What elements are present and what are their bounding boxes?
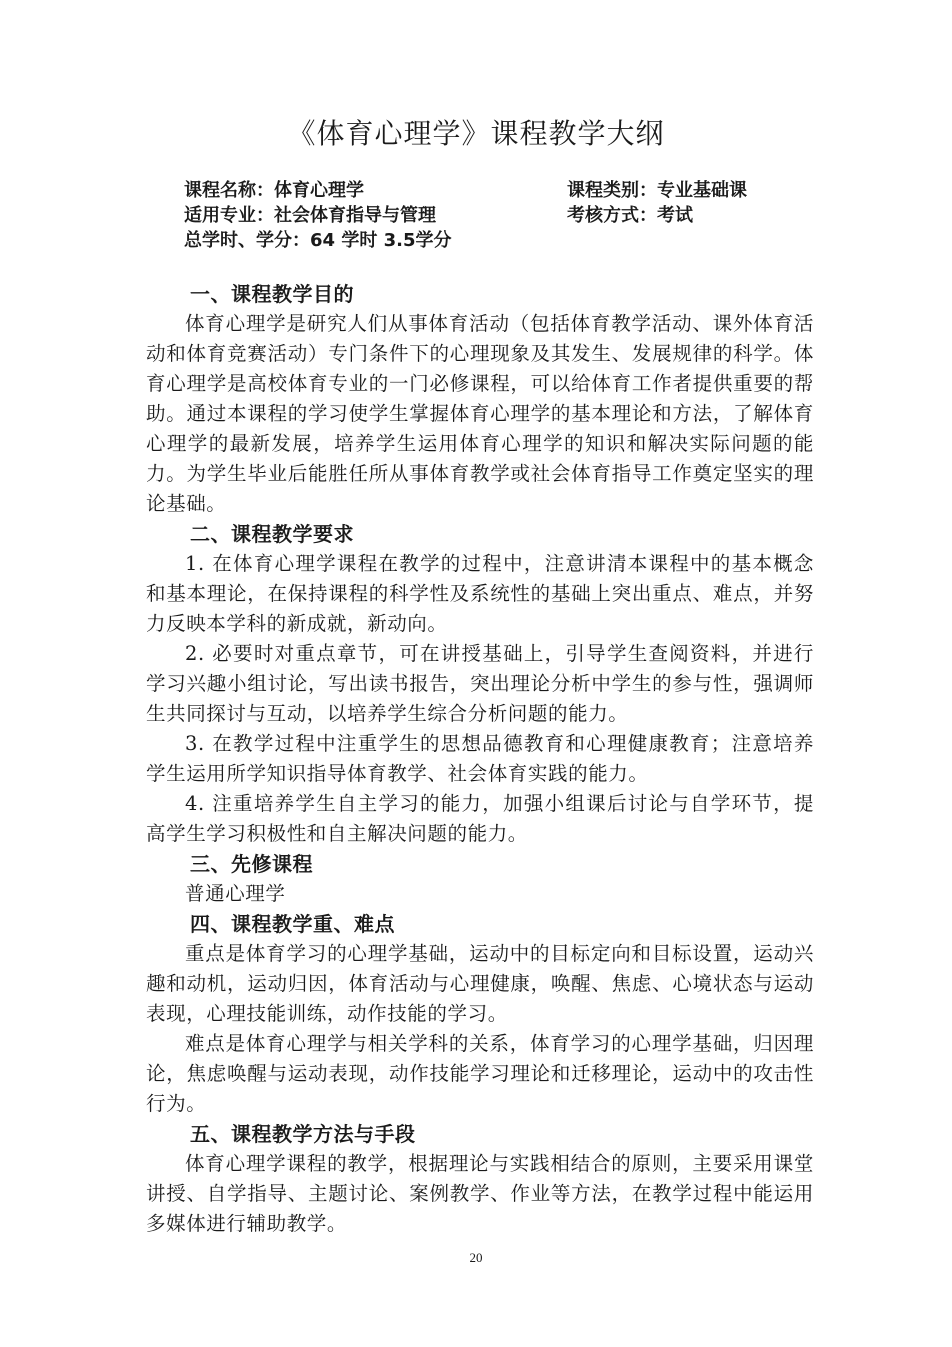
syllabus-body <box>146 279 814 1239</box>
section-paragraph: 体育心理学课程的教学，根据理论与实践相结合的原则，主要采用课堂讲授、自学指导、主题讨论、案例教学、作业等方法，在教学过程中能运用多媒体进行辅助教学。 <box>146 1152 814 1235</box>
section-heading: 二、课程教学要求 <box>190 522 354 546</box>
section-paragraph: 重点是体育学习的心理学基础，运动中的目标定向和目标设置，运动兴趣和动机，运动归因，体育活动与心理健康，唤醒、焦虑、心境状态与运动表现，心理技能训练，动作技能的学习。 <box>146 942 814 1025</box>
section-paragraph: 2. 必要时对重点章节，可在讲授基础上，引导学生查阅资料，并进行学习兴趣小组讨论，写出读书报告，突出理论分析中学生的参与性，强调师生共同探讨与互动，以培养学生综合分析问题的能力。 <box>146 642 814 725</box>
section-paragraph: 普通心理学 <box>185 882 286 905</box>
meta-major: 适用专业：社会体育指导与管理 <box>184 205 436 226</box>
meta-hours-credits: 总学时、学分：64 学时 3.5学分 <box>184 230 452 251</box>
section-paragraph: 1. 在体育心理学课程在教学的过程中，注意讲清本课程中的基本概念和基本理论，在保持课程的科学性及系统性的基础上突出重点、难点，并努力反映本学科的新成就，新动向。 <box>146 552 814 635</box>
section-paragraph: 4. 注重培养学生自主学习的能力，加强小组课后讨论与自学环节，提高学生学习积极性和自主解决问题的能力。 <box>146 792 814 845</box>
section-heading: 三、先修课程 <box>190 852 313 876</box>
page-title: 《体育心理学》课程教学大纲 <box>287 117 665 150</box>
meta-course-name: 课程名称：体育心理学 <box>184 180 364 201</box>
section-heading: 一、课程教学目的 <box>190 282 354 306</box>
section-paragraph: 3. 在教学过程中注重学生的思想品德教育和心理健康教育；注意培养学生运用所学知识指导体育教学、社会体育实践的能力。 <box>146 732 814 785</box>
meta-course-type: 课程类别：专业基础课 <box>567 180 747 201</box>
page-number: 20 <box>469 1250 483 1265</box>
meta-assessment: 考核方式：考试 <box>567 205 693 226</box>
section-heading: 四、课程教学重、难点 <box>190 912 395 936</box>
section-paragraph: 难点是体育心理学与相关学科的关系，体育学习的心理学基础，归因理论，焦虑唤醒与运动表现，动作技能学习理论和迁移理论，运动中的攻击性行为。 <box>146 1032 814 1115</box>
section-heading: 五、课程教学方法与手段 <box>190 1122 416 1146</box>
section-paragraph: 体育心理学是研究人们从事体育活动（包括体育教学活动、课外体育活动和体育竞赛活动）专门条件下的心理现象及其发生、发展规律的科学。体育心理学是高校体育专业的一门必修课程，可以给体育工作者提供重要的帮助。通过本课程的学习使学生掌握体育心理学的基本理论和方法，了解体育心理学的最新发展，培养学生运用体育心理学的知识和解决实际问题的能力。为学生毕业后能胜任所从事体育教学或社会体育指导工作奠定坚实的理论基础。 <box>146 312 814 515</box>
